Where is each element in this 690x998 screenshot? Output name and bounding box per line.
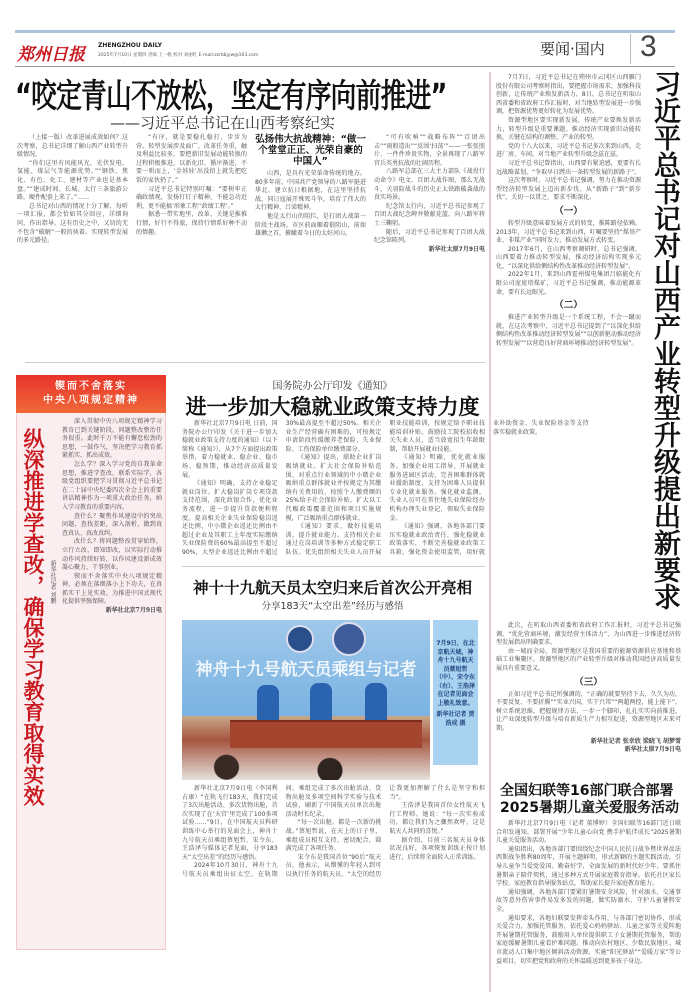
lead-bottom-rule <box>25 362 485 363</box>
lead-headline: “咬定青山不放松，坚定有序向前推进” <box>15 76 447 115</box>
photo-caption: 7月9日，在北京航天城，神舟十九号航天员蔡旭哲（中）、宋令东（右）、王浩泽在记者见面会上敬礼致意。 新华社记者 贾浩成 摄 <box>433 620 478 765</box>
notice-body: 新华社北京7月9日电 日前，国务院办公厅印发《关于进一步加大稳就业政策支持力度的通知》（以下简称《通知》），从7个方面提出政策举措，着力稳就业、稳企业、稳市场、稳预期，推动经济高质量发展。 《通知》明确，支持企业稳定就业岗位。扩大稳岗扩岗专项贷款支持范围，深化政银合作，优化业务流程，进一步提升贷款便利程度。提高相关企业失业保险稳岗返还比例，中小微企业返还比例由不超过企业及其职工上年度实际缴纳失业保险费的60%最高提至不超过90%，大型企业返还比例由不超过30%最高提至不超过50%。相关企业生产经营确有困难的，可按规定申请阶段性缓缴养老保险、失业保险、工伤保险单位缴费部分。 《通知》提出，鼎助企业扩岗吸纳就业。扩大社会保险补贴范围，对重点行业领域的中小微企业吸纳重点群体就业并按规定为其缴纳有关费用的，按照个人缴费额的25%给予社会保险补贴。扩大以工代赈政策覆盖范围和项目实施规模，广泛吸纳重点群体就业。 《通知》要求，做好技能培训，提升就业能力。支持相关企业通过在岗培训等多种方式稳定职工队伍。优先组织相关失业人员开展职业技能培训，按规定给予职业技能培训补贴。鼓励技工院校招收相关失业人员，适当放宽招生年龄限制，帮助开展就业技能。 《通知》明确，优化就业服务。加强企业用工指导，开展就业服务进园区活动，完善困难群体就业援助制度，支持为困难人员提供专业化就业服务。强化就业监测，失业人员可在常住地失业保险经办机构办理失业登记，领取失业保险金。 《通知》强调，各地各部门要压实稳就业政治责任，强化稳就业政策落实，不断完善稳就业政策工具箱，强化资金使用监管，用好就业补助资金、失业保险基金等支持落实稳就业政策。 <box>182 420 589 556</box>
side-column-body: 深入贯彻中央八项规定精神学习教育已到关键阶段，问题整改整治任务很重。此时千万不能有懈怠松劲的思想，一鼓作气，坚决把学习教育抓紧抓实、抓出成效。 怎么学？深入学习党的自我革命思想，推进学查改，联系实际学，各级党组织要把学习贯彻习近平总书记在二十届中央纪委四次全会上的重要讲话精神作为一项重大政治任务，纳入学习教育的重要内容。 查什么？聚焦作风建设中的突出问题，查找差距，深入剖析，做到真查真认、真改真纠。 改什么？将问题整改贯穿始终，立行立改、即知即改，以实际行动推动作风持续好转，以作风建设新成效凝心聚力、干事创业。 锲而不舍落实中央八项规定精神，必须在落细落小上下功夫，在真抓实干上见实效，为推进中国式现代化提供坚强保障。 新华社北京7月9日电 <box>62 418 162 615</box>
right-article-body-continued: 此次，在听取山西省委和省政府工作汇报时，习近平总书记强调，“优化营商环境，激发经营主体活力”，为山西进一步推进经济转型发展指出明确要求。 由一城而全局，资源型地区是我国重要的能源资源供应基地和基础工业集聚区，资源型地区的产业转型升级对推动我国经济高质量发展具有重要意义。 （三） 正如习近平总书记所强调的，“正确的就要坚持下去，久久为功，不要反复、不要折腾”“实业兴国，实干兴邦”“两超两控，能上能下”。树立系统思维，把握规律方法，一步一个脚印，扎扎实实向前推进，让产业深度转型升级与培育新质生产力相互促进，资源型地区未来可期。 新华社记者 张幸欣 梁晓飞 胡梦雪 新华社太原7月9日电 <box>496 622 681 754</box>
lead-subtitle: ——习近平总书记在山西考察纪实 <box>110 114 336 132</box>
top-color-bar <box>15 30 675 33</box>
astronaut-figure <box>310 683 332 725</box>
masthead-rule <box>15 66 675 67</box>
section-name: 要闻·国内 <box>540 40 605 58</box>
right-byline-reporters: 新华社记者 张幸欣 梁晓飞 胡梦雪 <box>590 737 681 745</box>
lead-subhead: 弘扬伟大抗战精神：“做一个堂堂正正、光荣自豪的中国人” <box>255 134 366 167</box>
newspaper-logo: 郑州日报 <box>17 45 85 65</box>
astronaut-figure <box>257 685 279 725</box>
notice-headline: 进一步加大稳就业政策支持力度 <box>185 395 480 419</box>
lead-byline: 新华社太原7月9日电 <box>428 245 485 253</box>
right-vertical-headline: 习近平总书记对山西产业转型升级提出新要求 <box>649 70 680 610</box>
shenzhou-body: 新华社北京7月9日电（李国利 占康）“在轨飞行183天，我们完成了3次出舱活动、多次货物出舱，首次实现了在‘天宫’里完成了100多项试验……”9日，在中国航天员科研训练中心举行的见面会上，神舟十九号航天员乘组蔡旭哲、宋令东、王浩泽与媒体记者见面，分享183天“太空出差”的经历与感悟。 2024年10月30日，神舟十九号航天员乘组出征太空，在轨期间，乘组完成了多次出舱活动、货物出舱及多项空间科学实验与技术试验，刷新了中国航天员单次出舱活动时长纪录。 “每一次出舱，都是一次新的挑战。”蔡旭哲说，在天上的日子里，乘组成员相互支持、密切配合，圆满完成了各项任务。 宋令东是我国首位“90后”航天员，他表示，从懵懂的年轻人到可以执行任务的航天员，“太空的经历让我更加理解了什么是坚守和担当”。 王浩泽是我国首位女性航天飞行工程师。她说：“每一次实验成功，都让我们为之骤然欢呼，这是航天人共同的喜悦。” 据介绍，目前三名航天员身体状况良好，各项恢复训练正按计划进行，后续将全面转入正常训练。 <box>182 785 485 878</box>
mission-emblem-icon <box>286 625 314 653</box>
newspaper-english-name: ZHENGZHOU DAILY <box>98 42 162 49</box>
lead-body: （上接一版）改革进展成效如何？这次考察，总书记详细了解山西产业转型升级情况。 “你们这里有风能风光、光伏发电、氢能、煤层气等能源优势。”“钢铁、焦化、有色、化工、建材等产业也是基本盘。”“建成时间、长城、太行三条旅游公路，硬件配套上来了。”…… 总书记对山西的情况十分了解，每听一项汇报，都会恰如其分回应，详细询问，作出指导。这有历史之中，又切的无不包含”破解”一般的执着。实现转型发展的多元路径。 “有序，就是要稳扎稳打，步步为营。转型发展涉及面广、改革任务重，触及利益比较多，要把新旧发展动能转换的过程积极推进，以新化旧、循序渐进，不要一哄而上，‘金娃娃’出没拍上就先把吃饭的家伙扔了。” 习近平总书记特别叮嘱：“要树牢正确政绩观，发扬钉钉子精神，不能急功近利，更不能搞‘形象工程’‘政绩工程’。” 据悉一带实地里，改革、关键是推推行情，好行不得旅，保持行情系好种不动的情趣。 弘扬伟大抗战精神：“做一个堂堂正正、光荣自豪的中国人” 山西，是具有光荣革命传统的地方。80多年前，中国共产党领导的八路军挺进华北，建立抗日根据地，在这里坚持抗战，同日寇展开殊死斗争，培育了伟大的太行精神、吕梁精神。 他是太行山的阻拦，是打团大战第一阶段主战场。市区前面顺着狼阻山，前如雄狮之首，俯瞰着今日的太好河山。 “可有吹响”“战略布阵”“百团出击”“雨般造出”“反围‘扫荡’”——一张张照片、一件件珍贵实物，全景再现了八路军官兵英勇抗战的壮阔历程。 八路军总部在三大主力部队《战役行动命令》电文、百团大战作图，那么无战斗，关羽险战斗的历史正太铁路破袭战的真实场景。 纪念馆太行内，习近平总书记参观了百团大战纪念碑并敬献花篮，向八路军将士三鞠躬。 随后，习近平总书记参观了百团大战纪念馆陈列。 新华社太原7月9日电 <box>17 134 485 253</box>
right-byline-dateline: 新华社太原7月9日电 <box>624 746 681 754</box>
shenzhou-headline: 神十十九航天员太空归来后首次公开亮相 <box>192 579 472 597</box>
audience-silhouettes <box>192 748 422 780</box>
photo-banner-text: 神舟十九号航天员乘组与记者 <box>195 660 417 680</box>
right-column-divider <box>489 72 491 992</box>
notice-kicker: 国务院办公厅印发《通知》 <box>272 381 393 392</box>
dateline: 2025年7月10日 星期四 责编 上一帆 校对 刘丽红 E-mail:zzrbbjyw@163.com <box>98 53 259 58</box>
section-divider <box>630 34 631 64</box>
side-vertical-headline: 纵深推进学查改，确保学习教育取得实效 <box>21 428 45 806</box>
shenzhou-subtitle: 分享183天“太空出差”经历与感悟 <box>261 601 404 612</box>
right-article-body: 7月7日，习近平总书记在朔州市云冈区山西雁门股份有限公司考察时指出，要把握市场需求，加强科技创新，让传统产业焕发新活力。8日，总书记在听取山西省委和省政府工作汇报时，对当地转型发展进一步强调，把资源优势更好转化为发展优势。 资源型地区要实现新发展，传统产业要焕发新活力，转型升级是重要课题。推动经济实现新旧动能转换，关键在结构的调整、产业的转型。 党的十八大以来，习近平总书记多次来到山西，走进厂房、车间，对当地产业转型升级念兹在兹。 习近平总书记曾指出，山西要有紧迫感，更要有长远战略谋划，“争取早日蹚出一条转型发展的新路子”。 这次考察时，习近平总书记强调，努力在推动资源型经济转型发展上迈出新步伐。从“新路子”到“新步伐”，关切一以贯之，要求不断深化。 （一） 转型升级意味着发展方式的转变，推陈路径依赖。2013年，习近平总书记来到山西，叮嘱要坚持“煤基产业、非煤产业”同时发力，推动发展方式转变。 2017年6月，在山西考察调研时，总书记强调，山西要着力推动转型发展，推动经济结构实现多元化，“以深化供给侧结构性改革推动经济转型发展”。 2022年1月，来到山西霍州煤电集团吕临能化有限公司庞庞塔煤矿，习近平总书记强调，推动能源革命，要有长远眼光。 （二） 推进产业转型升级是一个系统工程，不会一蹴而就。在这次考察中，习近平总书记提到了“以深化供给侧结构性改革推动经济转型发展”“以创新驱动推动经济转型发展”“以营造良好营商环境推动经济转型发展”。 <box>496 74 641 348</box>
page-number: 3 <box>640 30 657 63</box>
fulian-headline: 全国妇联等16部门联合部署 2025暑期儿童关爱服务活动 <box>500 783 679 816</box>
crew-emblem-icon <box>332 622 366 656</box>
astronaut-press-photo <box>182 620 430 780</box>
fulian-body: 新华社北京7月9日电（记者 董博婷）全国妇联等16部门近日联合印发通知，部署开展“少年儿童心向党 携手护航伴成长”2025暑期儿童关爱服务活动。 通知指出，各地各部门要围绕纪念中国人民抗日战争暨世界反法西斯战争胜利80周年，开展主题鲜明、形式新颖的主题实践活动，引导儿童争当爱党爱国、勤奋好学、全面发展的新时代好少年。要抓住暑期亲子陪伴契机，通过多种方式开展家庭教育指导，依托社区家长学校、家庭教育指导服务站点，帮助家长提升家庭教育能力。 通知强调，各地各部门要紧盯暑期安全风险，针对溺水、交通事故等意外伤害事件易发多发的问题，做实防溺水、守护儿童暑假安全。 通知要求，各地妇联要发挥牵头作用，与各部门密切协作，形成关爱合力，加强托管服务，依托爱心妈妈驿站、儿童之家等关爱阵地开展暑期托管服务，鼓励用人单位提供职工子女暑期托管服务，帮助家庭缓解暑期儿童看护难问题。推动向农村地区、少数民族地区、城市流动人口集中地区倾斜活动资源，实施“阳光驿站”“爱暖万家”等公益项目，切实把党和政府的关怀温暖送到更多孩子身边。 <box>496 820 681 965</box>
notice-bottom-rule <box>182 566 485 567</box>
side-byline: 新华社记者 刘鹏 <box>49 560 56 604</box>
astronaut-figure <box>365 683 387 725</box>
side-column-banner: 锲而不舍落实 中央八项规定精神 <box>16 375 166 413</box>
press-table <box>230 720 422 748</box>
